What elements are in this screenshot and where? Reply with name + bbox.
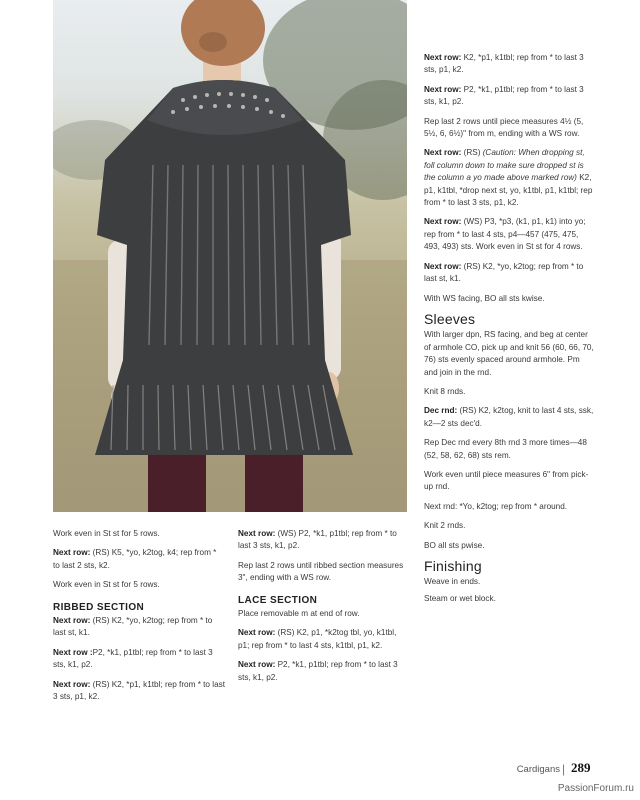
instruction: Knit 2 rnds.: [424, 521, 466, 531]
column-1: [53, 528, 225, 710]
instruction: Rep Dec rnd every 8th rnd 3 more times—48 (52, 58, 62, 68) sts rem.: [424, 438, 587, 460]
instruction: Dec rnd: (RS) K2, k2tog, knit to last 4 sts, ssk, k2—2 sts dec'd.: [424, 406, 594, 428]
instruction: Next row: (RS) K2, *yo, k2tog; rep from * to last st, k1.: [424, 261, 584, 284]
section-heading: LACE SECTION: [238, 594, 318, 606]
instruction: Rep last 2 rows until ribbed section measures 3", ending with a WS row.: [238, 560, 404, 583]
instruction: Next row: K2, *p1, k1tbl; rep from * to last 3 sts, p1, k2.: [424, 53, 584, 75]
section-name: Cardigans: [516, 764, 560, 775]
instruction: Next row: (WS) P2, *k1, p1tbl; rep from * to last 3 sts, k1, p2.: [238, 529, 397, 551]
instruction: Place removable m at end of row.: [238, 609, 360, 619]
instruction: Next row: P2, *k1, p1tbl; rep from * to last 3 sts, k1, p2.: [238, 660, 398, 682]
instruction: Next row :P2, *k1, p1tbl; rep from * to last 3 sts, k1, p2.: [53, 647, 213, 670]
watermark: PassionForum.ru: [557, 783, 634, 794]
instruction: Next row: (RS) (Caution: When dropping st, foll column down to make sure dropped st is the column a yo made above marked row) K2, p1, k1tbl, *drop next st, yo, k1tbl, p1, k1tbl; rep from * to last 3 sts, p1, k2.: [424, 148, 593, 208]
section-heading: Sleeves: [424, 310, 476, 327]
instruction: BO all sts pwise.: [424, 540, 485, 550]
instruction: Rep last 2 rows until piece measures 4½ (5, 5½, 6, 6½)" from m, ending with a WS row.: [424, 116, 584, 139]
instruction: Next row: P2, *k1, p1tbl; rep from * to last 3 sts, k1, p2.: [424, 84, 584, 107]
instruction: Next row: (RS) K2, *yo, k2tog; rep from * to last st, k1.: [53, 616, 213, 638]
instruction: Next row: (RS) K2, *p1, k1tbl; rep from * to last 3 sts, p1, k2.: [53, 679, 226, 702]
garment-photo: [53, 0, 407, 512]
instruction: Work even in St st for 5 rows.: [53, 529, 160, 538]
section-heading: RIBBED SECTION: [53, 601, 145, 613]
instruction: With WS facing, BO all sts kwise.: [424, 293, 545, 303]
instruction: Weave in ends.: [424, 577, 481, 587]
footer-separator: |: [562, 762, 566, 776]
instruction: Knit 8 rnds.: [424, 386, 466, 396]
instruction: Steam or wet block.: [424, 593, 496, 603]
instruction: Work even in St st for 5 rows.: [53, 580, 160, 590]
instruction: With larger dpn, RS facing, and beg at center of armhole CO, pick up and knit 56 (60, 66, 70, 76) sts evenly spaced around armhole. Pm and join in the rnd.: [424, 330, 594, 377]
instruction: Next rnd: *Yo, k2tog; rep from * around.: [424, 501, 568, 511]
section-heading: Finishing: [424, 558, 482, 574]
instruction: Next row: (RS) K2, p1, *k2tog tbl, yo, k1tbl, p1; rep from * to last 4 sts, k1tbl, p1, k2.: [238, 628, 397, 650]
instruction: Next row: (WS) P3, *p3, (k1, p1, k1) into yo; rep from * to last 4 sts, p4—457 (475, 475, 493, 493) sts. Work even in St st for 4 rows.: [424, 217, 586, 252]
column-2: [238, 528, 410, 691]
page-number: 289: [571, 760, 591, 775]
column-3: [424, 52, 594, 612]
instruction: Work even until piece measures 6" from pick-up rnd.: [424, 469, 589, 492]
instruction: Next row: (RS) K5, *yo, k2tog, k4; rep from * to last 2 sts, k2.: [53, 548, 217, 570]
